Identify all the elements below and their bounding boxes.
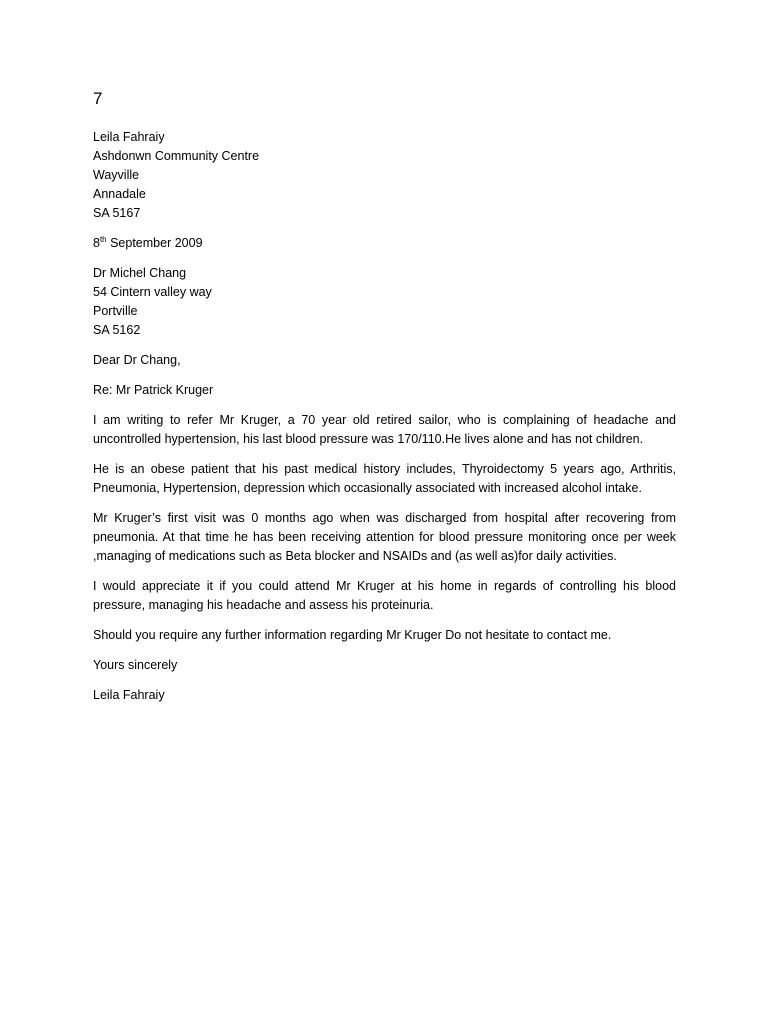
sender-state-postcode: SA 5167 xyxy=(93,206,141,220)
letter-body xyxy=(93,88,676,716)
paragraph-history: He is an obese patient that his past medical history includes, Thyroidectomy 5 years ago, Arthritis, Pneumonia, Hypertension, depression which occasionally associated with increased alcohol intake. xyxy=(93,462,676,495)
recipient-state-postcode: SA 5162 xyxy=(93,323,141,337)
letter-date xyxy=(93,234,676,253)
sender-area: Annadale xyxy=(93,187,146,201)
sender-name: Leila Fahraiy xyxy=(93,130,165,144)
date-rest: September 2009 xyxy=(106,236,203,250)
subject-line: Re: Mr Patrick Kruger xyxy=(93,383,214,397)
sender-suburb: Wayville xyxy=(93,168,140,182)
paragraph-contact: Should you require any further information regarding Mr Kruger Do not hesitate to contact me. xyxy=(93,628,612,642)
date-suffix: th xyxy=(99,234,107,244)
paragraph-first-visit: Mr Kruger’s first visit was 0 months ago when was discharged from hospital after recovering from pneumonia. At that time he has been receiving attention for blood pressure monitoring once per week ,managing of medications such as Beta blocker and NSAIDs and (as well as)for daily activities. xyxy=(93,511,676,563)
recipient-name: Dr Michel Chang xyxy=(93,266,187,280)
date-day: 8 xyxy=(93,236,100,250)
paragraph-request: I would appreciate it if you could attend Mr Kruger at his home in regards of controlling his blood pressure, managing his headache and assess his proteinuria. xyxy=(93,579,676,612)
recipient-address xyxy=(93,264,676,340)
sender-address xyxy=(93,128,676,223)
recipient-street: 54 Cintern valley way xyxy=(93,285,212,299)
closing: Yours sincerely xyxy=(93,658,178,672)
sender-organisation: Ashdonwn Community Centre xyxy=(93,149,260,163)
signature-name: Leila Fahraiy xyxy=(93,688,165,702)
recipient-suburb: Portville xyxy=(93,304,138,318)
paragraph-referral: I am writing to refer Mr Kruger, a 70 year old retired sailor, who is complaining of headache and uncontrolled hypertension, his last blood pressure was 170/110.He lives alone and has not children. xyxy=(93,413,676,446)
salutation: Dear Dr Chang, xyxy=(93,353,181,367)
page-number: 7 xyxy=(93,89,103,108)
